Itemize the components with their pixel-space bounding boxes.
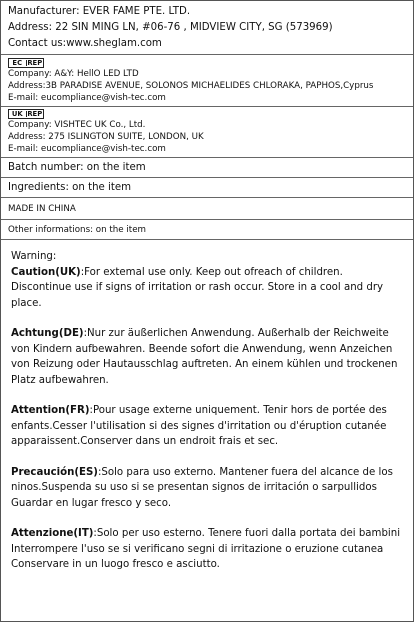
batch-number: Batch number: on the item <box>8 162 146 173</box>
warning-fr <box>11 403 406 450</box>
ingredients: Ingredients: on the item <box>8 182 132 193</box>
ec-rep-badge <box>8 58 44 68</box>
warning-it-label: Attenzione(IT) <box>11 528 94 539</box>
manufacturer-section <box>1 1 413 55</box>
uk-rep-email: E-mail: eucompliance@vish-tec.com <box>8 144 166 154</box>
made-in: MADE IN CHINA <box>8 204 76 214</box>
warning-es <box>11 465 406 512</box>
ec-badge-right: REP <box>27 58 43 67</box>
warning-de <box>11 326 406 388</box>
warning-uk-label: Caution(UK) <box>11 266 81 278</box>
warning-es-text: :Solo para uso externo. Mantener fuera del alcance de los ninos.Suspenda su uso si se presentan signos de irritación o sarpullidos Guardar en lugar fresco y seco. <box>11 466 393 509</box>
uk-rep-address: Address: 275 ISLINGTON SUITE, LONDON, UK <box>8 132 204 142</box>
ec-rep-address: Address:3B PARADISE AVENUE, SOLONOS MICHAELIDES CHLORAKA, PAPHOS,Cyprus <box>8 81 374 91</box>
ec-rep-email: E-mail: eucompliance@vish-tec.com <box>8 93 166 103</box>
warning-de-text: :Nur zur äußerlichen Anwendung. Außerhalb der Reichweite von Kindern aufbewahren. Beende sofort die Anwendung, wenn Anzeichen von Reizung oder Hautausschlag auftreten. An einem kühlen und trockenen Platz aufbewahren. <box>11 328 398 386</box>
warning-it-text: :Solo per uso esterno. Tenere fuori dalla portata dei bambini Interrompere l'uso se si verificano segni di irritazione o eruzione cutanea Conservare in un luogo fresco e asciutto. <box>11 528 401 570</box>
uk-badge-right: REP <box>27 109 43 118</box>
warning-title: Warning: <box>11 251 57 262</box>
other-info-section <box>1 220 413 240</box>
ingredients-section <box>1 178 413 198</box>
ec-rep-company: Company: A&Y: HellO LED LTD <box>8 69 139 79</box>
origin-section <box>1 198 413 220</box>
uk-badge-left: UK <box>11 109 23 118</box>
batch-section <box>1 158 413 178</box>
manufacturer-address: Address: 22 SIN MING LN, #06-76 , MIDVIEW CITY, SG (573969) <box>8 22 333 33</box>
ec-rep-section <box>1 55 413 107</box>
warning-it <box>11 526 406 573</box>
warning-es-label: Precaución(ES) <box>11 466 98 478</box>
uk-rep-badge <box>8 109 44 119</box>
other-information: Other informations: on the item <box>8 225 147 235</box>
uk-rep-company: Company: VISHTEC UK Co., Ltd. <box>8 120 146 130</box>
warning-fr-label: Attention(FR) <box>11 405 90 416</box>
warning-uk-text: :For extemal use only. Keep out ofreach of children. Discontinue use if signs of irritation or rash occur. Store in a cool and dry place. <box>11 266 384 309</box>
warning-section <box>11 249 406 588</box>
warning-fr-text: :Pour usage externe uniquement. Tenir hors de portée des enfants.Cesser l'utilisation si des signes d'irritation ou d'éruption cutanée apparaissent.Conserver dans un endroit frais et sec. <box>11 405 387 447</box>
warning-de-label: Achtung(DE) <box>11 328 84 339</box>
manufacturer-name: Manufacturer: EVER FAME PTE. LTD. <box>8 6 191 17</box>
manufacturer-contact: Contact us:www.sheglam.com <box>8 38 162 49</box>
warning-uk <box>11 265 406 312</box>
uk-rep-section <box>1 107 413 158</box>
ec-badge-left: EC <box>12 58 23 67</box>
